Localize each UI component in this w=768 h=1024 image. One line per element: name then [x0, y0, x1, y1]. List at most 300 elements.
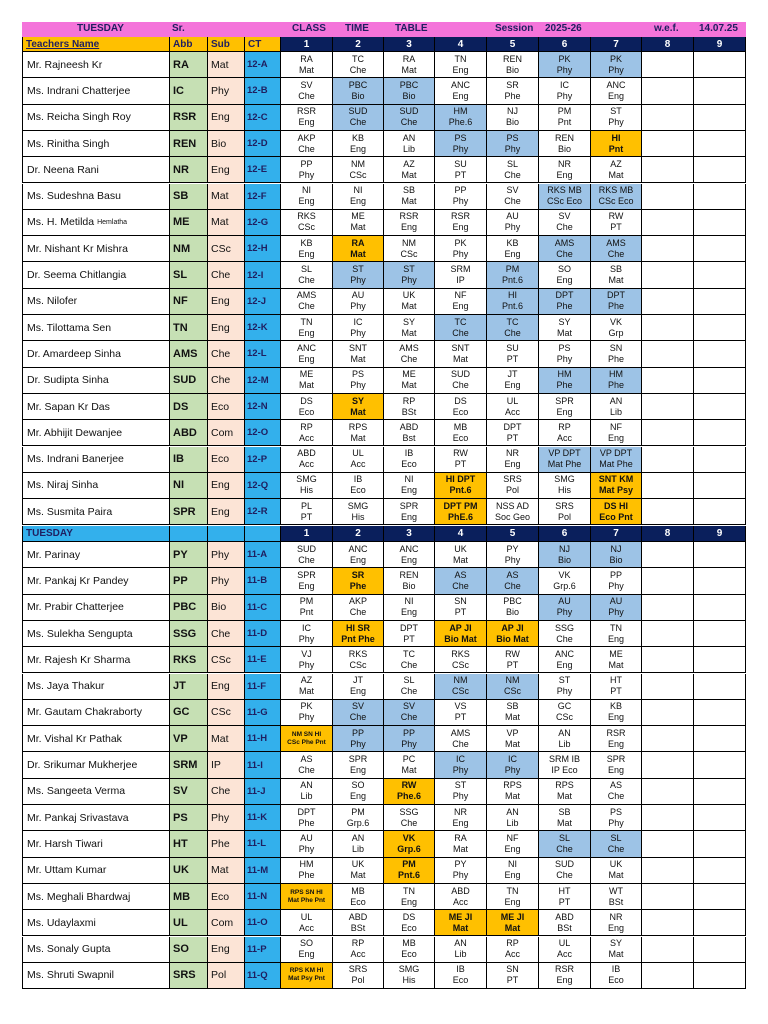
period-teacher: SL [300, 264, 312, 275]
period-cell [694, 105, 746, 131]
period-cell [281, 779, 333, 805]
period-cell [384, 131, 435, 157]
period-subject: Che [298, 90, 315, 101]
sr-label: Sr. [172, 23, 185, 34]
period-cell [642, 78, 694, 104]
teacher-subject: CSc [208, 647, 245, 673]
period-teacher: HM [299, 859, 314, 870]
period-subject: Phy [608, 64, 624, 75]
period-cell [487, 595, 539, 621]
teacher-name-cell [22, 884, 170, 910]
period-teacher: RP [300, 421, 313, 432]
period-subject: Eng [452, 301, 469, 312]
top-banner [22, 22, 746, 37]
period-cell [539, 568, 591, 594]
teacher-abb: PBC [170, 595, 208, 621]
period-teacher: ME JI [448, 911, 473, 922]
teacher-subject: Eco [208, 447, 245, 473]
period-cell [384, 805, 435, 831]
period-cell [384, 595, 435, 621]
period-cell [539, 236, 591, 262]
period-cell [642, 726, 694, 752]
period-subject: Pnt Phe [341, 633, 375, 644]
period-teacher: AZ [610, 158, 622, 169]
period-subject: Che [400, 817, 418, 828]
period-teacher: SNT KM [598, 474, 634, 485]
period-teacher: AU [351, 290, 365, 301]
teacher-row [22, 700, 746, 726]
period-subject: Eng [556, 406, 573, 417]
period-subject: Bio [351, 90, 365, 101]
period-subject: Bio Mat [496, 633, 529, 644]
period-subject: Che [349, 64, 367, 75]
period-teacher: DS [300, 395, 313, 406]
period-cell [333, 779, 384, 805]
period-teacher: DS [454, 395, 467, 406]
period-teacher: HT [610, 675, 622, 686]
period-teacher: AN [506, 806, 519, 817]
period-subject: Phy [298, 843, 315, 854]
period-subject: Eco [350, 896, 366, 907]
period-cell [591, 184, 642, 210]
period-teacher: RP [402, 395, 416, 406]
teacher-row [22, 157, 746, 183]
period-cell [642, 499, 694, 525]
period-cell [333, 963, 384, 989]
period-teacher: DS HI [603, 500, 628, 511]
period-cell [539, 910, 591, 936]
period-teacher: SB [506, 701, 519, 712]
teacher-row [22, 542, 746, 568]
period-cell [539, 78, 591, 104]
period-teacher: IB [404, 448, 414, 459]
teacher-subject: Com [208, 910, 245, 936]
period-teacher: HM [557, 369, 572, 380]
teacher-subject: Eng [208, 105, 245, 131]
period-cell [384, 674, 435, 700]
period-teacher: IC [353, 316, 363, 327]
period-cell [281, 368, 333, 394]
period-teacher: SRM [450, 264, 471, 275]
period-cell [333, 262, 384, 288]
period-teacher: UK [402, 290, 416, 301]
teacher-name: Ms. Sudeshna Basu [27, 190, 121, 203]
period-cell [591, 210, 642, 236]
period-cell [487, 621, 539, 647]
period-cell [694, 262, 746, 288]
class-teacher-of: 11-N [245, 884, 281, 910]
period-subject: PT [610, 222, 622, 233]
period-subject: Eco [401, 922, 417, 933]
teacher-row [22, 184, 746, 210]
period-cell [384, 52, 435, 78]
period-cell [435, 805, 487, 831]
period-teacher: AN [454, 938, 467, 949]
teacher-abb: TN [170, 315, 208, 341]
period-teacher: PM [402, 859, 416, 870]
period-teacher: SUD [554, 859, 574, 870]
teacher-row [22, 963, 746, 989]
class-teacher-of: 11-K [245, 805, 281, 831]
teacher-subject: Eco [208, 884, 245, 910]
teacher-row [22, 368, 746, 394]
period-cell [487, 700, 539, 726]
teacher-subject: Mat [208, 210, 245, 236]
period-subject: Phy [350, 327, 366, 338]
period-subject: Phy [350, 738, 366, 749]
teacher-row [22, 752, 746, 778]
period-header: 1 [281, 526, 333, 542]
period-cell [539, 779, 591, 805]
section-day-label: TUESDAY [22, 526, 170, 542]
period-teacher: DS [402, 911, 416, 922]
period-subject: Eng [349, 196, 366, 207]
period-cell [539, 805, 591, 831]
period-subject: Che [298, 765, 315, 776]
period-subject: His [402, 975, 416, 986]
teacher-abb: PS [170, 805, 208, 831]
period-subject: Bio [505, 607, 519, 618]
period-cell [694, 210, 746, 236]
period-teacher: NI [302, 185, 311, 196]
period-cell [539, 52, 591, 78]
period-subject: Mat [350, 222, 366, 233]
period-teacher: RSR [554, 964, 574, 975]
period-subject: Eng [400, 554, 417, 565]
period-subject: BSt [401, 406, 417, 417]
period-teacher: AS [506, 569, 519, 580]
period-teacher: KB [506, 237, 519, 248]
class-teacher-of: 12-B [245, 78, 281, 104]
period-teacher: SO [351, 780, 365, 791]
period-teacher: TN [300, 316, 313, 327]
period-cell [384, 289, 435, 315]
teacher-subject: Phy [208, 542, 245, 568]
teacher-name-cell [22, 858, 170, 884]
period-teacher: SNT [349, 342, 367, 353]
period-subject: Bio [609, 554, 623, 565]
teacher-subject: Phy [208, 805, 245, 831]
period-subject: BSt [608, 896, 624, 907]
period-subject: Phy [504, 554, 521, 565]
period-teacher: SL [506, 158, 518, 169]
period-cell [642, 621, 694, 647]
period-teacher: RA [402, 53, 416, 64]
period-subject: Phy [608, 117, 624, 128]
period-teacher: PS [351, 369, 364, 380]
period-subject: PT [454, 459, 467, 470]
period-subject: Mat [298, 686, 314, 697]
period-cell [333, 858, 384, 884]
teacher-subject: CSc [208, 236, 245, 262]
period-cell [591, 131, 642, 157]
teacher-abb: SO [170, 937, 208, 963]
period-teacher: PM [351, 806, 365, 817]
period-cell [694, 647, 746, 673]
teacher-name: Ms. Jaya Thakur [27, 680, 105, 693]
period-teacher: SMG [347, 500, 369, 511]
period-teacher: IC [560, 79, 569, 90]
period-subject: Mat Phe [547, 459, 582, 470]
period-teacher: ME JI [500, 911, 525, 922]
period-cell [591, 447, 642, 473]
teacher-name-cell [22, 674, 170, 700]
period-subject: Che [556, 843, 573, 854]
period-subject: Acc [452, 896, 468, 907]
period-teacher: HI [611, 132, 621, 143]
period-subject: Che [607, 791, 625, 802]
period-cell [539, 262, 591, 288]
period-cell [694, 568, 746, 594]
period-cell [435, 937, 487, 963]
period-cell [333, 394, 384, 420]
period-teacher: ANC [399, 543, 419, 554]
period-cell [281, 262, 333, 288]
period-cell [591, 595, 642, 621]
period-cell [435, 315, 487, 341]
period-teacher: SN [609, 342, 623, 353]
period-subject: Mat Psy Pnt [288, 975, 325, 983]
period-cell [591, 779, 642, 805]
class-teacher-of: 12-J [245, 289, 281, 315]
period-cell [384, 779, 435, 805]
period-cell [333, 289, 384, 315]
period-teacher: SMG [554, 474, 575, 485]
period-teacher: PL [300, 500, 312, 511]
period-subject: Mat [504, 922, 521, 933]
period-subject: Acc [298, 922, 314, 933]
period-subject: PT [610, 686, 622, 697]
period-subject: PT [454, 169, 467, 180]
period-subject: Mat [504, 712, 520, 723]
period-subject: Phe [298, 870, 315, 881]
class-teacher-of: 12-Q [245, 473, 281, 499]
period-cell [694, 499, 746, 525]
period-teacher: AS [300, 754, 313, 765]
teacher-row [22, 262, 746, 288]
period-teacher: RPS [348, 421, 368, 432]
teacher-abb: RSR [170, 105, 208, 131]
period-teacher: NR [454, 806, 467, 817]
period-teacher: HM [609, 369, 623, 380]
teacher-name: Mr. Pankaj Kr Pandey [27, 574, 129, 587]
period-teacher: TC [454, 316, 467, 327]
period-cell [333, 184, 384, 210]
period-cell [384, 647, 435, 673]
period-teacher: ME [402, 369, 416, 380]
period-subject: Phe [349, 580, 367, 591]
period-teacher: NF [506, 832, 519, 843]
period-teacher: MB [351, 885, 365, 896]
teacher-subject: IP [208, 752, 245, 778]
teacher-abb: DS [170, 394, 208, 420]
period-subject: Pnt [557, 117, 572, 128]
period-subject: Eng [400, 607, 417, 618]
period-cell [487, 726, 539, 752]
period-cell [487, 289, 539, 315]
period-cell [281, 595, 333, 621]
period-teacher: ANC [606, 79, 626, 90]
teacher-name: Ms. Sulekha Sengupta [27, 627, 133, 640]
period-cell [435, 78, 487, 104]
period-teacher: SY [609, 938, 622, 949]
period-subject: Che [607, 843, 625, 854]
period-cell [281, 447, 333, 473]
teacher-abb: NI [170, 473, 208, 499]
period-subject: Che [556, 248, 573, 259]
period-teacher: RPS [555, 780, 574, 791]
period-cell [333, 542, 384, 568]
teacher-abb: SPR [170, 499, 208, 525]
period-subject: Eng [400, 896, 417, 907]
period-cell [435, 726, 487, 752]
period-subject: Mat [452, 353, 468, 364]
period-teacher: AMS [554, 237, 575, 248]
period-cell [435, 447, 487, 473]
period-cell [384, 963, 435, 989]
period-subject: Pnt.6 [397, 870, 420, 881]
period-cell [642, 963, 694, 989]
period-cell [333, 341, 384, 367]
period-cell [384, 341, 435, 367]
teacher-abb: IC [170, 78, 208, 104]
period-cell [281, 752, 333, 778]
period-teacher: SRS [503, 474, 522, 485]
period-teacher: VP DPT [548, 448, 581, 459]
period-cell [487, 262, 539, 288]
period-subject: CSc [451, 686, 469, 697]
period-cell [642, 937, 694, 963]
period-subject: Che [556, 870, 573, 881]
period-cell [591, 473, 642, 499]
period-teacher: NR [609, 911, 623, 922]
period-subject: Eng [298, 353, 315, 364]
teacher-name: Ms. Reicha Singh Roy [27, 111, 131, 124]
teacher-row [22, 420, 746, 446]
period-cell [384, 394, 435, 420]
teacher-abb: REN [170, 131, 208, 157]
period-teacher: SUD [296, 543, 316, 554]
period-teacher: SL [558, 832, 570, 843]
period-cell [435, 831, 487, 857]
period-cell [591, 937, 642, 963]
period-teacher: NJ [507, 106, 518, 117]
period-teacher: NSS AD [495, 500, 529, 511]
period-subject: Eng [504, 870, 521, 881]
period-cell [591, 394, 642, 420]
section-sub-blank [208, 526, 245, 542]
period-subject: Mat [452, 554, 468, 565]
period-cell [435, 131, 487, 157]
period-subject: Bio [505, 117, 519, 128]
teacher-abb: ME [170, 210, 208, 236]
teacher-name-cell [22, 210, 170, 236]
period-subject: Pol [351, 975, 365, 986]
period-subject: Che [504, 580, 521, 591]
period-teacher: UK [454, 543, 467, 554]
period-subject: Acc [350, 949, 366, 960]
period-teacher: RA [300, 53, 313, 64]
period-subject: Bio Mat [444, 633, 477, 644]
period-cell [642, 752, 694, 778]
period-cell [591, 858, 642, 884]
period-teacher: RKS MB [547, 185, 582, 196]
period-cell [591, 105, 642, 131]
period-cell [333, 595, 384, 621]
period-teacher: VJ [301, 648, 312, 659]
period-cell [591, 499, 642, 525]
period-teacher: DPT [607, 290, 625, 301]
teacher-name-cell [22, 131, 170, 157]
period-cell [384, 420, 435, 446]
period-teacher: TN [506, 885, 519, 896]
period-teacher: JT [507, 369, 518, 380]
period-teacher: NJ [559, 543, 570, 554]
teacher-subject: Eng [208, 315, 245, 341]
period-subject: Che [607, 248, 625, 259]
period-subject: Phy [452, 765, 469, 776]
period-cell [333, 473, 384, 499]
teacher-subject: Bio [208, 595, 245, 621]
period-subject: Phy [350, 380, 366, 391]
period-cell [642, 647, 694, 673]
period-subject: Mat [401, 765, 417, 776]
class-teacher-of: 11-I [245, 752, 281, 778]
teacher-name-cell [22, 963, 170, 989]
period-cell [281, 210, 333, 236]
teacher-name-cell [22, 368, 170, 394]
period-subject: Mat [452, 922, 469, 933]
period-subject: Phy [608, 817, 624, 828]
period-cell [487, 210, 539, 236]
period-teacher: RW [401, 780, 417, 791]
period-subject: Eng [452, 817, 469, 828]
period-teacher: DPT PM [443, 500, 478, 511]
period-teacher: RA [351, 237, 365, 248]
period-subject: PhE.6 [447, 511, 473, 522]
period-subject: Che [400, 712, 418, 723]
period-cell [281, 805, 333, 831]
period-teacher: AMS [399, 342, 419, 353]
period-cell [642, 568, 694, 594]
period-cell [384, 937, 435, 963]
period-teacher: SL [610, 832, 622, 843]
period-subject: Bio [505, 64, 519, 75]
period-cell [487, 674, 539, 700]
teacher-name: Mr. Rajneesh Kr [27, 58, 103, 71]
teacher-name: Mr. Nishant Kr Mishra [27, 242, 128, 255]
teacher-name: Mr. Harsh Tiwari [27, 837, 103, 850]
period-header: 9 [694, 37, 746, 52]
period-cell [642, 262, 694, 288]
period-teacher: AN [402, 132, 416, 143]
class-teacher-of: 11-H [245, 726, 281, 752]
period-cell [539, 499, 591, 525]
teacher-name: Ms. Nilofer [27, 295, 78, 308]
period-subject: Eng [298, 580, 315, 591]
period-subject: Bio [402, 580, 416, 591]
period-cell [642, 368, 694, 394]
period-cell [487, 420, 539, 446]
period-cell [333, 805, 384, 831]
period-subject: Eng [607, 633, 624, 644]
teacher-name-note: Hemlatha [97, 218, 128, 226]
teacher-abb: MB [170, 884, 208, 910]
teacher-name-cell [22, 420, 170, 446]
period-subject: Che [452, 327, 469, 338]
period-cell [539, 700, 591, 726]
teacher-abb: GC [170, 700, 208, 726]
